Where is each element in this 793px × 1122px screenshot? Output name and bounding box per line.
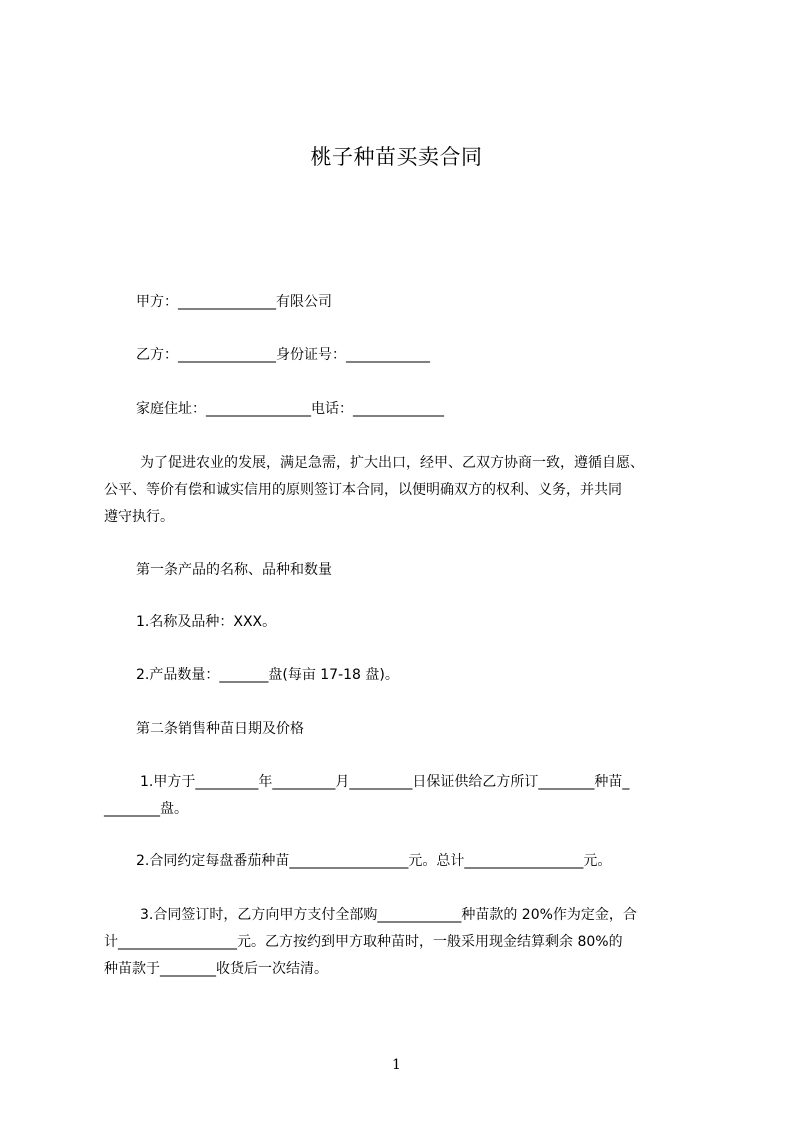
- article-2-item-1-line-1: 1.甲方于_________年_________月_________日保证供给乙方所订________种苗_: [140, 774, 630, 790]
- intro-line-3: 遵守执行。: [104, 509, 174, 525]
- article-2-item-3-line-1: 3.合同签订时，乙方向甲方支付全部购____________种苗款的 20%作为定金，合: [140, 907, 637, 923]
- intro-line-2: 公平、等价有偿和诚实信用的原则签订本合同，以便明确双方的权利、义务，并共同: [104, 482, 622, 498]
- intro-line-1: 为了促进农业的发展，满足急需，扩大出口，经甲、乙双方协商一致，遵循自愿、: [140, 455, 644, 471]
- article-2-title: 第二条销售种苗日期及价格: [136, 721, 304, 737]
- article-2-item-1-line-2: ________盘。: [104, 801, 188, 817]
- article-1-item-2: 2.产品数量：_______盘(每亩 17-18 盘)。: [136, 667, 399, 683]
- article-1-title: 第一条产品的名称、品种和数量: [136, 562, 332, 578]
- article-2-item-3-line-2: 计_________________元。乙方按约到甲方取种苗时，一般采用现金结算剩余 80%的: [104, 934, 623, 950]
- article-2-item-3-line-3: 种苗款于________收货后一次结清。: [104, 961, 328, 977]
- document-title: 桃子种苗买卖合同: [310, 145, 483, 169]
- page-number: 1: [392, 1057, 401, 1073]
- address-line: 家庭住址：_______________电话：_____________: [136, 401, 444, 417]
- party-b-line: 乙方：______________身份证号：____________: [136, 347, 430, 363]
- article-2-item-2: 2.合同约定每盘番茄种苗_________________元。总计_________________元。: [136, 853, 612, 869]
- article-1-item-1: 1.名称及品种：XXX。: [136, 614, 277, 630]
- party-a-line: 甲方：______________有限公司: [136, 294, 332, 310]
